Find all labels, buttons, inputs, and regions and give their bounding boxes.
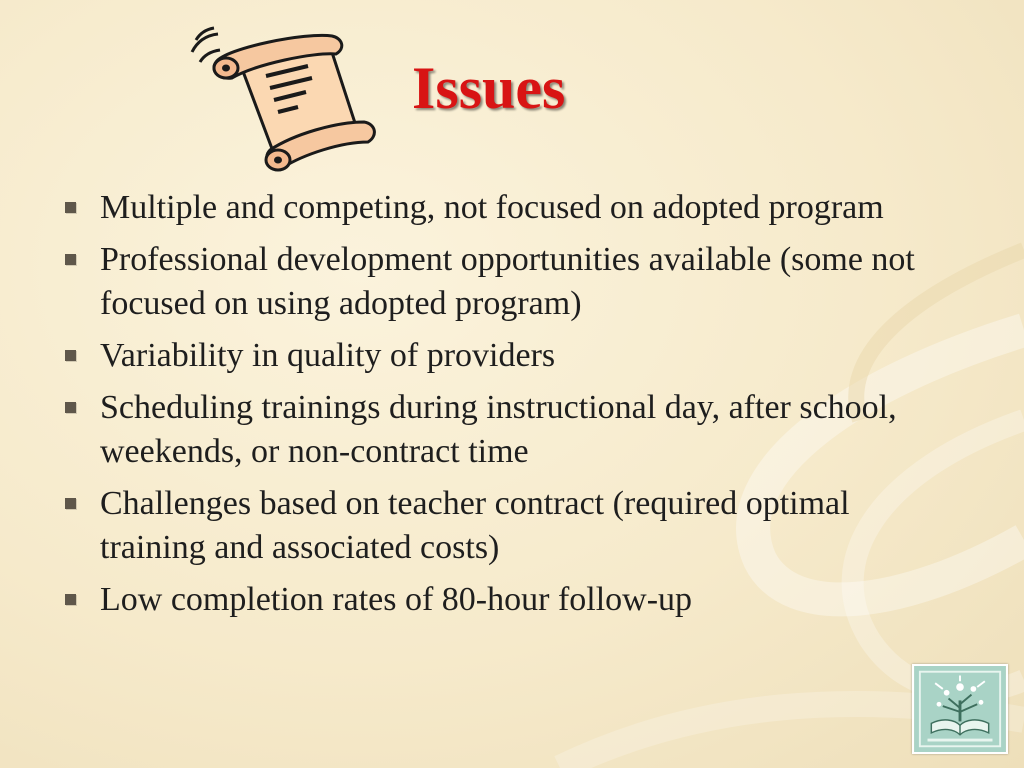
bullet-text: Challenges based on teacher contract (required optimal training and associated costs) (100, 485, 850, 566)
bullet-item (62, 482, 962, 570)
bullet-text: Professional development opportunities available (some not focused on using adopted program) (100, 241, 915, 322)
square-bullet-icon (65, 350, 76, 361)
bullet-text: Scheduling trainings during instructional day, after school, weekends, or non-contract time (100, 389, 897, 470)
bullet-item (62, 386, 962, 474)
scroll-icon (186, 18, 386, 172)
bullet-item (62, 238, 962, 326)
bullet-item (62, 578, 962, 622)
square-bullet-icon (65, 402, 76, 413)
square-bullet-icon (65, 202, 76, 213)
book-tree-logo (912, 664, 1008, 754)
square-bullet-icon (65, 498, 76, 509)
bullet-text: Variability in quality of providers (100, 337, 556, 374)
square-bullet-icon (65, 594, 76, 605)
square-bullet-icon (65, 254, 76, 265)
bullet-list (62, 186, 962, 630)
bullet-item (62, 334, 962, 378)
bullet-text: Multiple and competing, not focused on adopted program (100, 189, 884, 226)
bullet-item (62, 186, 962, 230)
bullet-text: Low completion rates of 80-hour follow-up (100, 581, 693, 618)
slide-title: Issues (412, 55, 566, 121)
